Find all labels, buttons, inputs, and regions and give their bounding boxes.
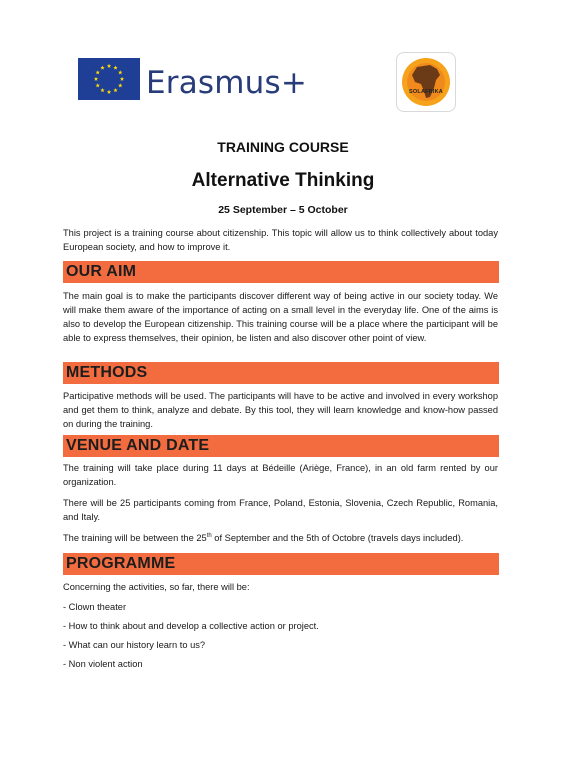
- programme-intro: Concerning the activities, so far, there will be:: [63, 582, 250, 592]
- eu-star-icon: [96, 70, 100, 74]
- course-kicker: TRAINING COURSE: [217, 139, 349, 155]
- list-item: - What can our history learn to us?: [63, 640, 206, 650]
- eu-star-icon: [118, 83, 122, 87]
- eu-star-icon: [107, 90, 111, 94]
- venue-paragraph-1: The training will take place during 11 days at Bédeille (Ariège, France), in an old farm rented by our organization.: [63, 463, 498, 487]
- eu-star-icon: [120, 77, 124, 81]
- eu-star-icon: [100, 88, 104, 92]
- intro-paragraph: This project is a training course about citizenship. This topic will allow us to think collectively about today European society, and how to improve it.: [63, 228, 498, 252]
- section-heading-aim: [63, 261, 499, 283]
- venue-p3-before: The training will be between the 25: [63, 533, 207, 543]
- venue-p3-after: of September and the 5th of Octobre (travels days included).: [211, 533, 464, 543]
- eu-star-icon: [100, 65, 104, 69]
- list-item: - How to think about and develop a collective action or project.: [63, 621, 319, 631]
- venue-p3-sup: th: [206, 533, 212, 539]
- methods-paragraph: Participative methods will be used. The participants will have to be active and involved in every workshop and get them to think, analyze and debate. By this tool, they will learn knowledge and know-how passed on during the training.: [63, 391, 498, 429]
- list-item: - Non violent action: [63, 659, 143, 669]
- list-item: - Clown theater: [63, 602, 127, 612]
- eu-star-icon: [107, 64, 111, 68]
- eu-star-icon: [96, 83, 100, 87]
- africa-sun-icon: [397, 53, 455, 111]
- venue-paragraph-2: There will be 25 participants coming from France, Poland, Estonia, Slovenia, Czech Republic, Romania, and Italy.: [63, 498, 498, 522]
- eu-star-icon: [113, 88, 117, 92]
- section-heading-venue: [63, 435, 499, 457]
- section-heading-programme: [63, 553, 499, 575]
- section-heading-methods: [63, 362, 499, 384]
- eu-star-icon: [118, 70, 122, 74]
- section-heading-text: OUR AIM: [66, 263, 137, 280]
- section-heading-text: VENUE AND DATE: [66, 437, 210, 454]
- eu-stars-icon: [78, 58, 140, 100]
- eu-star-icon: [94, 77, 98, 81]
- section-heading-text: METHODS: [66, 364, 148, 381]
- solafrika-logo: [396, 52, 456, 112]
- course-dates: 25 September – 5 October: [218, 204, 348, 216]
- venue-paragraph-3: [63, 531, 498, 545]
- eu-star-icon: [113, 65, 117, 69]
- erasmus-logo-text: Erasmus+: [146, 65, 308, 101]
- solafrika-logo-text: SOLAFRIKA: [409, 89, 443, 95]
- aim-paragraph: The main goal is to make the participants discover different way of being active in our society today. We will make them aware of the importance of acting on a small level in the everyday life. One of the aims is also to develop the European citizenship. This training course will be a place where the participant will be able to express themselves, their opinion, be listen and also discover other point of view.: [63, 291, 498, 343]
- page-title: Alternative Thinking: [191, 170, 375, 191]
- section-heading-text: PROGRAMME: [66, 555, 176, 572]
- eu-flag-logo: [78, 58, 140, 100]
